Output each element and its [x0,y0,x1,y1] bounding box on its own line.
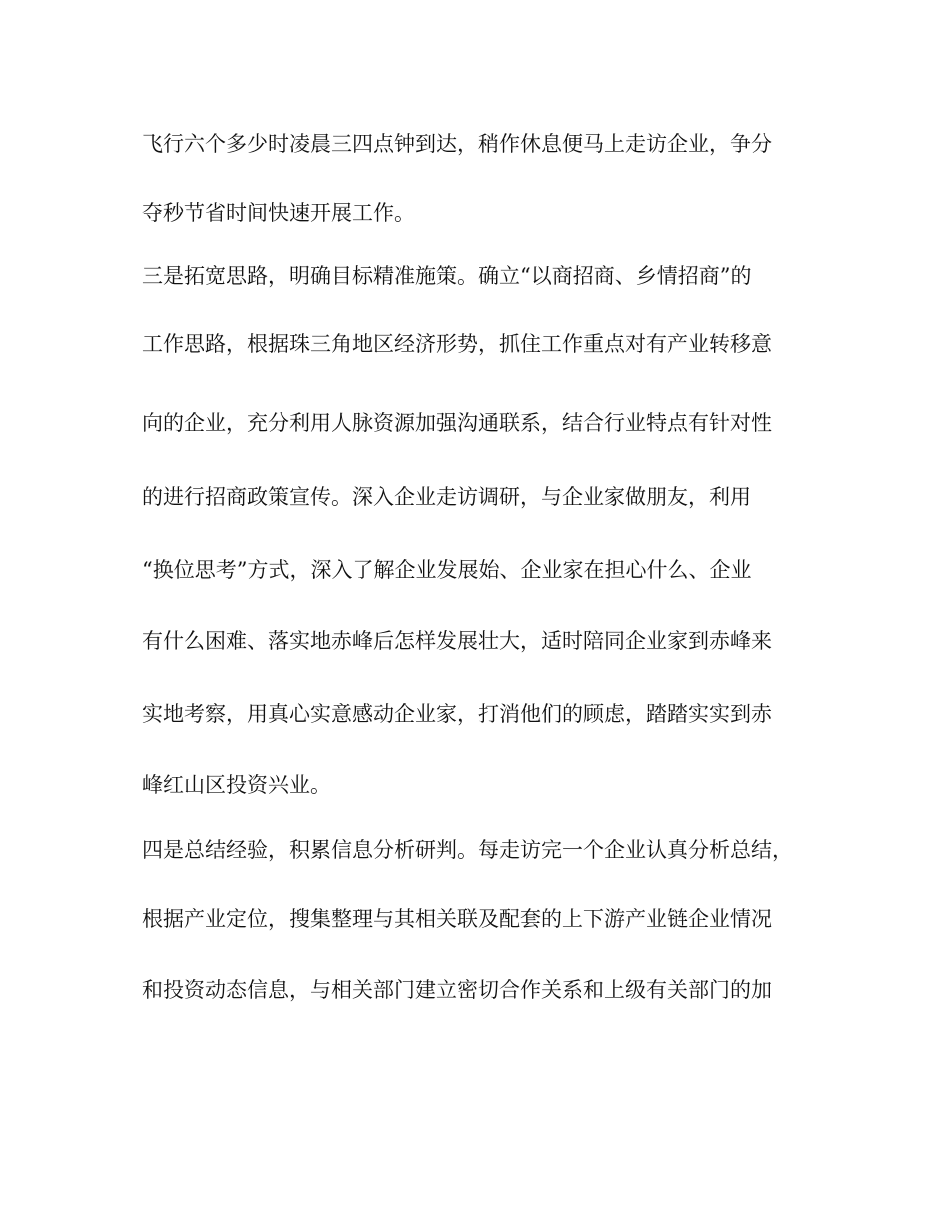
paragraph-line-6: 的进行招商政策宣传。深入企业走访调研，与企业家做朋友，利用 [142,485,751,509]
paragraph-line-10: 峰红山区投资兴业。 [142,773,331,797]
paragraph-line-4: 工作思路，根据珠三角地区经济形势，抓住工作重点对有产业转移意 [142,332,772,356]
paragraph-line-5: 向的企业，充分利用人脉资源加强沟通联系，结合行业特点有针对性 [142,411,772,435]
paragraph-line-2: 夺秒节省时间快速开展工作。 [142,201,415,225]
paragraph-line-13: 和投资动态信息，与相关部门建立密切合作关系和上级有关部门的加 [142,978,772,1002]
paragraph-line-7: “换位思考”方式，深入了解企业发展始、企业家在担心什么、企业 [142,558,752,582]
paragraph-line-1: 飞行六个多少时凌晨三四点钟到达，稍作休息便马上走访企业，争分 [142,132,772,156]
paragraph-line-12: 根据产业定位，搜集整理与其相关联及配套的上下游产业链企业情况 [142,907,772,931]
paragraph-line-8: 有什么困难、落实地赤峰后怎样发展壮大，适时陪同企业家到赤峰来 [142,629,772,653]
paragraph-line-3: 三是拓宽思路，明确目标精准施策。确立“以商招商、乡情招商”的 [142,264,752,288]
paragraph-line-11: 四是总结经验，积累信息分析研判。每走访完一个企业认真分析总结， [142,838,793,862]
paragraph-line-9: 实地考察，用真心实意感动企业家，打消他们的顾虑，踏踏实实到赤 [142,702,772,726]
